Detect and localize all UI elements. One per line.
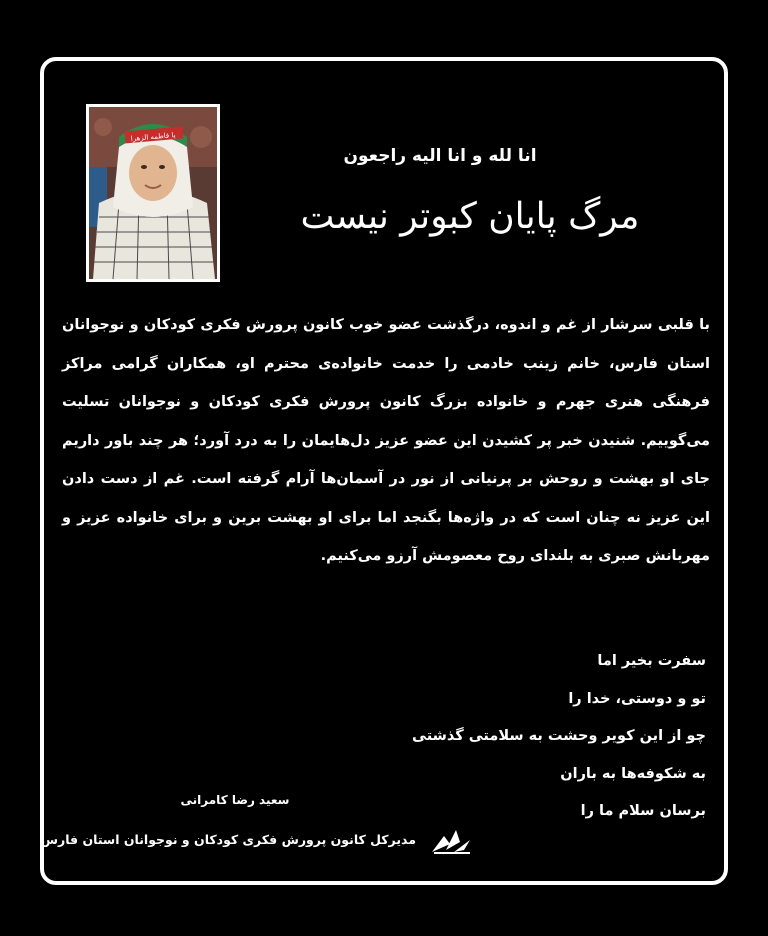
poem-line: سفرت بخیر اما bbox=[597, 653, 706, 669]
quran-verse: انا لله و انا الیه راجعون bbox=[343, 146, 537, 166]
headband-text: یا فاطمه الزهرا bbox=[130, 131, 176, 143]
poem-line: به شکوفه‌ها به باران bbox=[560, 765, 706, 782]
poem-line: برسان سلام ما را bbox=[580, 803, 706, 819]
kanoon-bird-logo-icon bbox=[430, 826, 474, 856]
poem bbox=[412, 643, 706, 831]
poem-line: چو از این کویر وحشت به سلامتی گذشتی bbox=[412, 728, 706, 744]
condolence-message bbox=[62, 306, 710, 576]
portrait-photo bbox=[86, 104, 220, 282]
signer-position: مدیرکل کانون پرورش فکری کودکان و نوجوانان استان فارس bbox=[40, 832, 416, 847]
condolence-paragraph: با قلبی سرشار از غم و اندوه، درگذشت عضو خوب کانون پرورش فکری کودکان و نوجوانان استان فارس، خانم زینب خادمی را خدمت خانواده‌ی محترم او، همکاران گرامی مراکز فرهنگی هنری جهرم و خانواده بزرگ کانون پرورش فکری کودکان و نوجوانان تسلیت می‌گوییم. شنیدن خبر پر کشیدن این عضو عزیز دل‌هایمان را به درد آورد؛ هر چند باور داریم جای او بهشت و روحش بر پرنیانی از نور در آسمان‌ها آرام گرفته است. غم از دست دادن این عزیز نه چنان است که در واژه‌ها بگنجد اما برای او بهشت برین و برای خانواده عزیز و مهربانش صبری به بلندای روح معصومش آرزو می‌کنیم. bbox=[62, 317, 710, 564]
poem-line: تو و دوستی، خدا را bbox=[568, 690, 706, 707]
signer-name: سعید رضا کامرانی bbox=[180, 793, 290, 807]
page-title: مرگ پایان کبوتر نیست bbox=[300, 196, 640, 237]
